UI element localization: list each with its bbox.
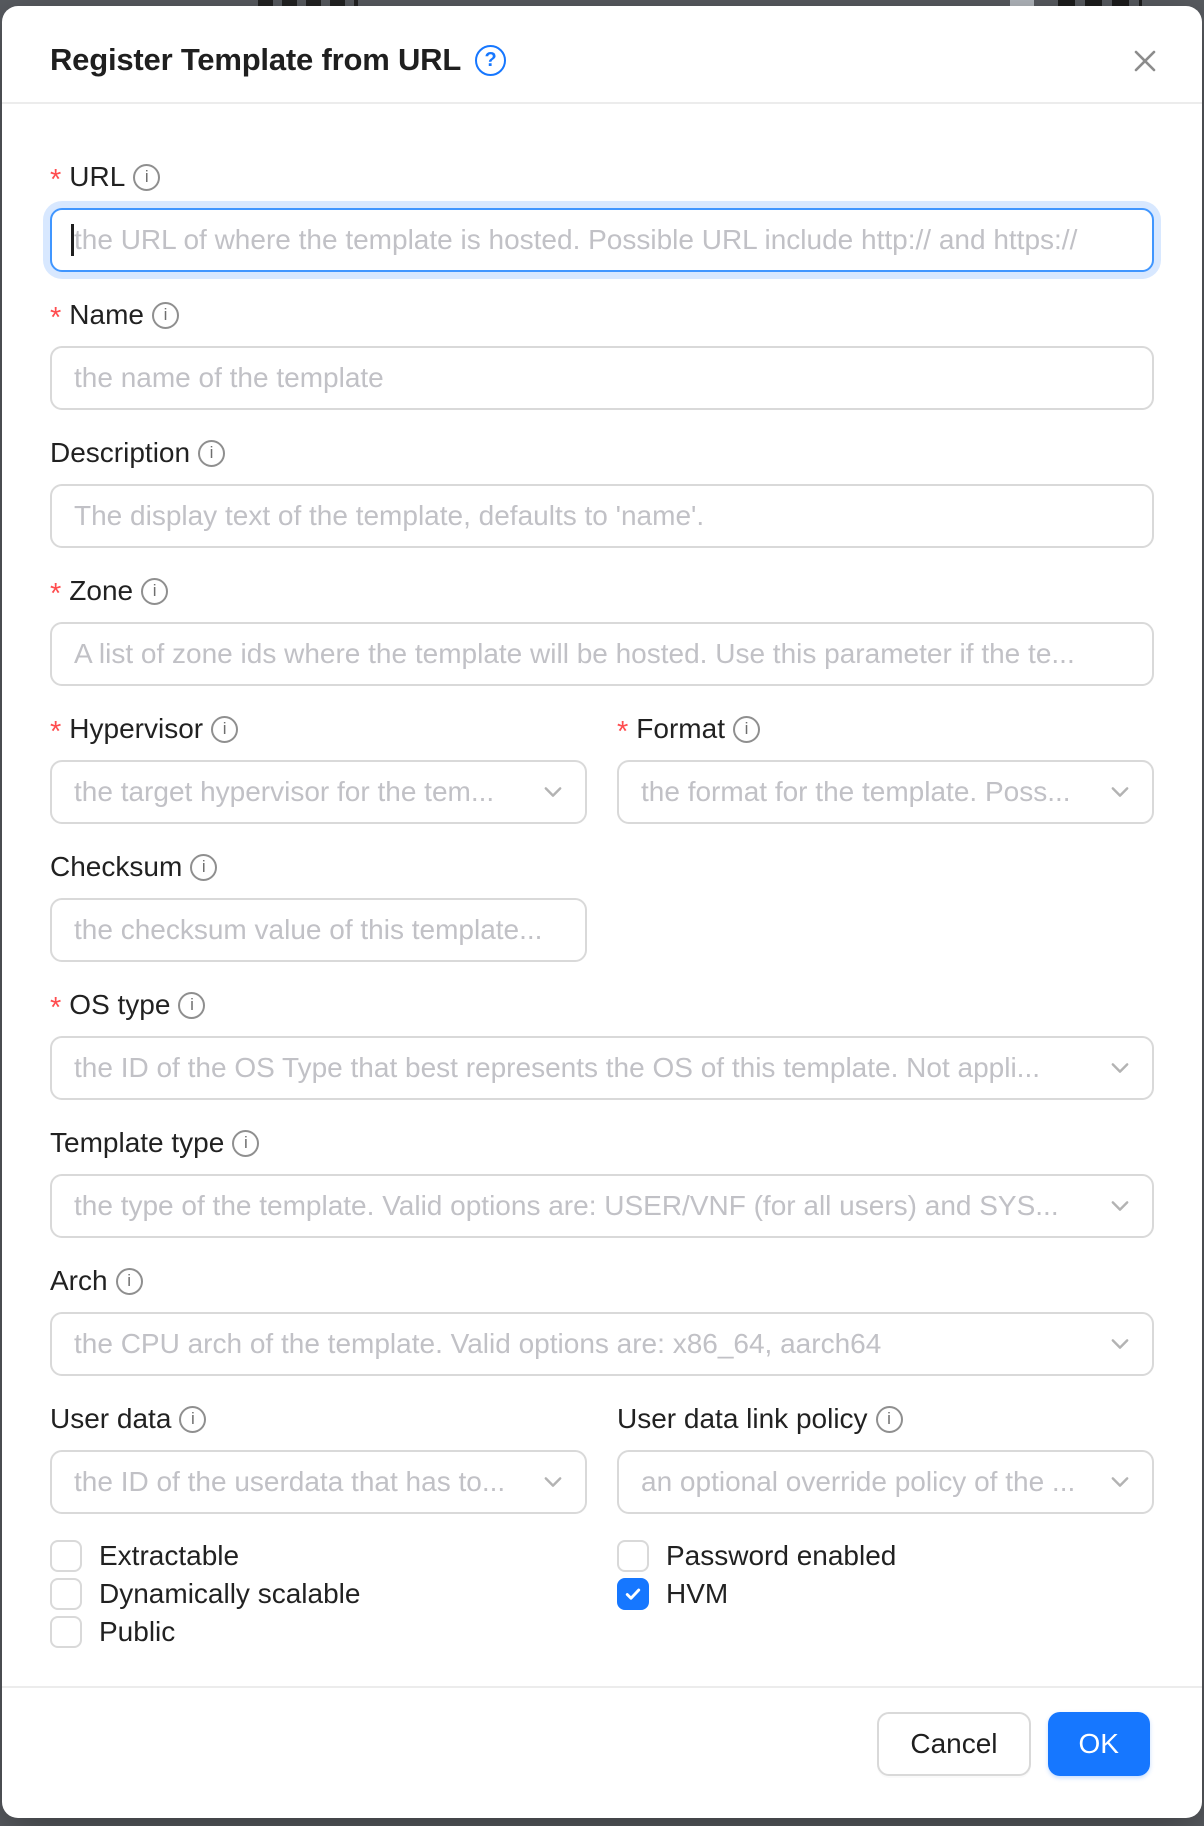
format-info-icon[interactable]: i: [733, 716, 760, 743]
hypervisor-field: [50, 712, 587, 824]
os-type-select[interactable]: the ID of the OS Type that best represents the OS of this template. Not appli...: [50, 1036, 1154, 1100]
hypervisor-info-icon[interactable]: i: [211, 716, 238, 743]
user-data-link-policy-field: [617, 1402, 1154, 1514]
password-enabled-checkbox[interactable]: Password enabled: [617, 1540, 1154, 1572]
modal-header: [2, 6, 1202, 102]
modal-footer: [2, 1686, 1202, 1818]
user-data-link-policy-label: User data link policy i: [617, 1402, 1154, 1436]
checkbox-unchecked[interactable]: [617, 1540, 649, 1572]
checkbox-checked[interactable]: [617, 1578, 649, 1610]
template-type-info-icon[interactable]: i: [232, 1130, 259, 1157]
description-input[interactable]: [50, 484, 1154, 548]
arch-select[interactable]: the CPU arch of the template. Valid options are: x86_64, aarch64: [50, 1312, 1154, 1376]
description-field: [50, 436, 1154, 548]
user-data-select[interactable]: the ID of the userdata that has to...: [50, 1450, 587, 1514]
description-info-icon[interactable]: i: [198, 440, 225, 467]
zone-info-icon[interactable]: i: [141, 578, 168, 605]
public-checkbox[interactable]: Public: [50, 1616, 587, 1648]
checkbox-column-right: [617, 1540, 1154, 1654]
cancel-button[interactable]: Cancel: [877, 1712, 1030, 1776]
url-info-icon[interactable]: i: [133, 164, 160, 191]
name-info-icon[interactable]: i: [152, 302, 179, 329]
checksum-field: [50, 850, 1154, 962]
chevron-down-icon: [1108, 1470, 1132, 1494]
checkbox-unchecked[interactable]: [50, 1616, 82, 1648]
chevron-down-icon: [1108, 1056, 1132, 1080]
user-data-label: User data i: [50, 1402, 587, 1436]
description-label: Description i: [50, 436, 1154, 470]
chevron-down-icon: [1108, 1332, 1132, 1356]
required-marker: *: [617, 715, 629, 748]
modal-body: [2, 104, 1202, 1686]
hvm-checkbox[interactable]: HVM: [617, 1578, 1154, 1610]
template-type-select[interactable]: the type of the template. Valid options are: USER/VNF (for all users) and SYS...: [50, 1174, 1154, 1238]
user-data-info-icon[interactable]: i: [179, 1406, 206, 1433]
checksum-label: Checksum i: [50, 850, 1154, 884]
chevron-down-icon: [541, 780, 565, 804]
checkbox-unchecked[interactable]: [50, 1578, 82, 1610]
zone-field: [50, 574, 1154, 686]
user-data-link-policy-select[interactable]: an optional override policy of the ...: [617, 1450, 1154, 1514]
format-field: [617, 712, 1154, 824]
user-data-link-policy-info-icon[interactable]: i: [876, 1406, 903, 1433]
checkbox-unchecked[interactable]: [50, 1540, 82, 1572]
chevron-down-icon: [1108, 780, 1132, 804]
name-input[interactable]: [50, 346, 1154, 410]
checksum-info-icon[interactable]: i: [190, 854, 217, 881]
check-icon: [623, 1584, 643, 1604]
arch-field: [50, 1264, 1154, 1376]
required-marker: *: [50, 991, 62, 1024]
page-title: Register Template from URL: [50, 42, 462, 77]
format-label: * Format i: [617, 712, 1154, 746]
template-type-field: [50, 1126, 1154, 1238]
required-marker: *: [50, 715, 62, 748]
template-type-label: Template type i: [50, 1126, 1154, 1160]
hypervisor-label: * Hypervisor i: [50, 712, 587, 746]
zone-select[interactable]: A list of zone ids where the template will be hosted. Use this parameter if the te...: [50, 622, 1154, 686]
checkbox-group: [50, 1540, 1154, 1654]
checksum-input[interactable]: [50, 898, 587, 962]
user-data-field: [50, 1402, 587, 1514]
url-field: [50, 160, 1154, 272]
required-marker: *: [50, 301, 62, 334]
dynamically-scalable-checkbox[interactable]: Dynamically scalable: [50, 1578, 587, 1610]
url-label: * URL i: [50, 160, 1154, 194]
arch-info-icon[interactable]: i: [116, 1268, 143, 1295]
os-type-label: * OS type i: [50, 988, 1154, 1022]
arch-label: Arch i: [50, 1264, 1154, 1298]
hypervisor-select[interactable]: the target hypervisor for the tem...: [50, 760, 587, 824]
register-template-modal: [2, 6, 1202, 1818]
close-icon: [1130, 46, 1160, 76]
name-label: * Name i: [50, 298, 1154, 332]
zone-label: * Zone i: [50, 574, 1154, 608]
name-field: [50, 298, 1154, 410]
required-marker: *: [50, 163, 62, 196]
required-marker: *: [50, 577, 62, 610]
ok-button[interactable]: OK: [1048, 1712, 1150, 1776]
chevron-down-icon: [541, 1470, 565, 1494]
checkbox-column-left: [50, 1540, 587, 1654]
chevron-down-icon: [1108, 1194, 1132, 1218]
close-button[interactable]: [1128, 44, 1162, 78]
text-cursor: [71, 224, 74, 256]
format-select[interactable]: the format for the template. Poss...: [617, 760, 1154, 824]
help-icon[interactable]: ?: [475, 45, 506, 76]
os-type-info-icon[interactable]: i: [178, 992, 205, 1019]
os-type-field: [50, 988, 1154, 1100]
url-input[interactable]: [50, 208, 1154, 272]
extractable-checkbox[interactable]: Extractable: [50, 1540, 587, 1572]
